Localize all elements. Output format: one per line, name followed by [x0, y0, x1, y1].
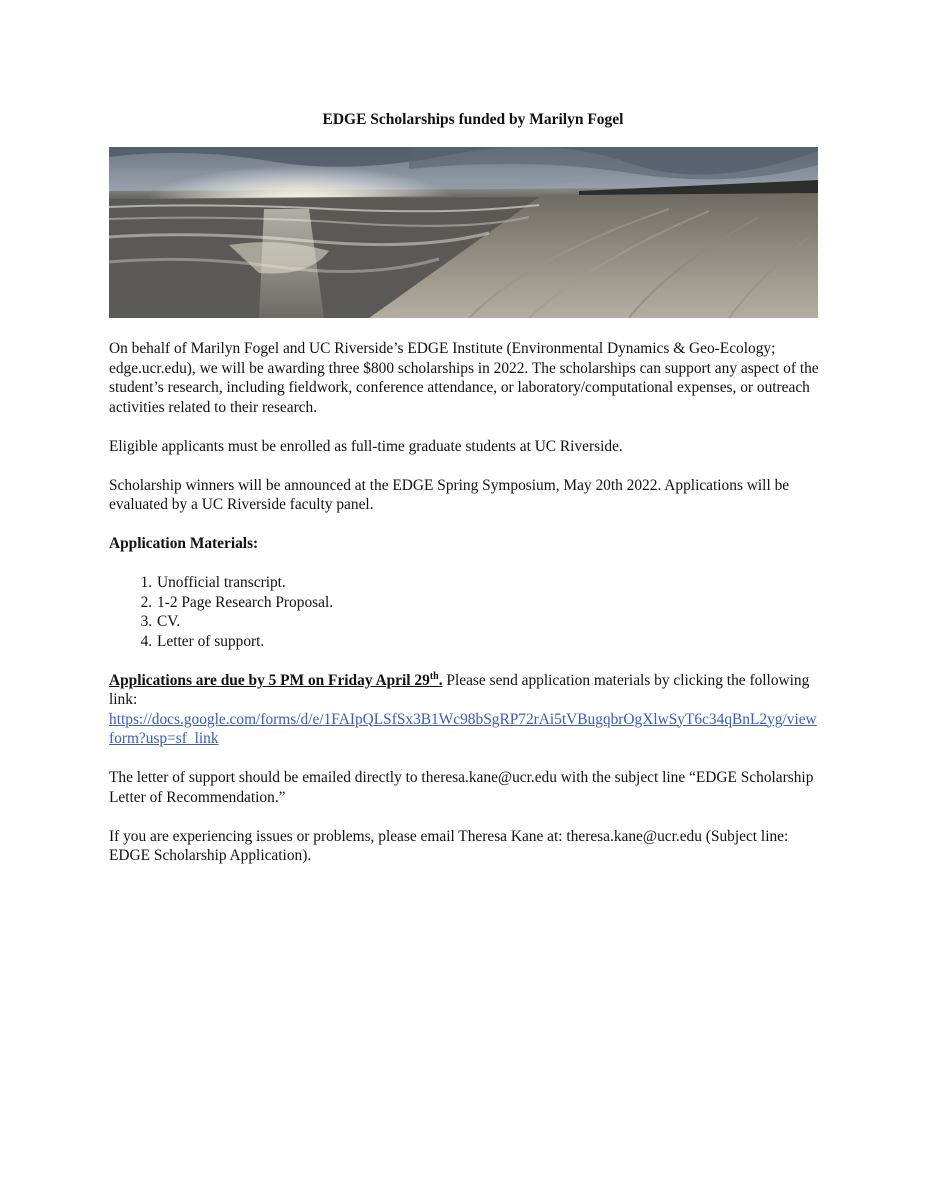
contact-paragraph: If you are experiencing issues or problems, please email Theresa Kane at: theresa.kane@ucr.edu (Subject line: EDGE Scholarship Application).: [109, 827, 789, 864]
letter-paragraph: The letter of support should be emailed directly to theresa.kane@ucr.edu with the subject line “EDGE Scholarship Letter of Recommendation.”: [109, 769, 814, 806]
deadline-notice: Applications are due by 5 PM on Friday April 29th.: [109, 670, 443, 689]
intro-paragraph: On behalf of Marilyn Fogel and UC Riverside’s EDGE Institute (Environmental Dynamics & Geo-Ecology; edge.ucr.edu), we will be awarding three $800 scholarships in 2022. The scholarships can support any aspect of the student’s research, including fieldwork, conference attendance, or laboratory/computational expenses, or outreach activities related to their research.: [109, 340, 819, 416]
deadline-paragraph: [109, 671, 821, 749]
application-form-link[interactable]: https://docs.google.com/forms/d/e/1FAIpQLSfSx3B1Wc98bSgRP72rAi5tVBugqbrOgXlwSyT6c34qBnL2yg/viewform?usp=sf_link: [109, 710, 817, 747]
list-item: 4. Letter of support.: [156, 632, 821, 652]
document-body: [109, 339, 821, 885]
document-title: EDGE Scholarships funded by Marilyn Fogel: [322, 111, 624, 128]
deadline-instruction: Please send application materials by clicking the following link:: [109, 671, 810, 708]
announcement-paragraph: Scholarship winners will be announced at the EDGE Spring Symposium, May 20th 2022. Applications will be evaluated by a UC Riverside faculty panel.: [109, 476, 790, 513]
list-item: 3. CV.: [156, 612, 821, 632]
list-item: 2. 1-2 Page Research Proposal.: [156, 593, 821, 613]
eligibility-paragraph: Eligible applicants must be enrolled as full-time graduate students at UC Riverside.: [109, 437, 623, 455]
materials-list: [109, 573, 821, 651]
list-item: 1. Unofficial transcript.: [156, 573, 821, 593]
beach-landscape-photo: [109, 147, 818, 318]
materials-heading: Application Materials:: [109, 535, 259, 552]
